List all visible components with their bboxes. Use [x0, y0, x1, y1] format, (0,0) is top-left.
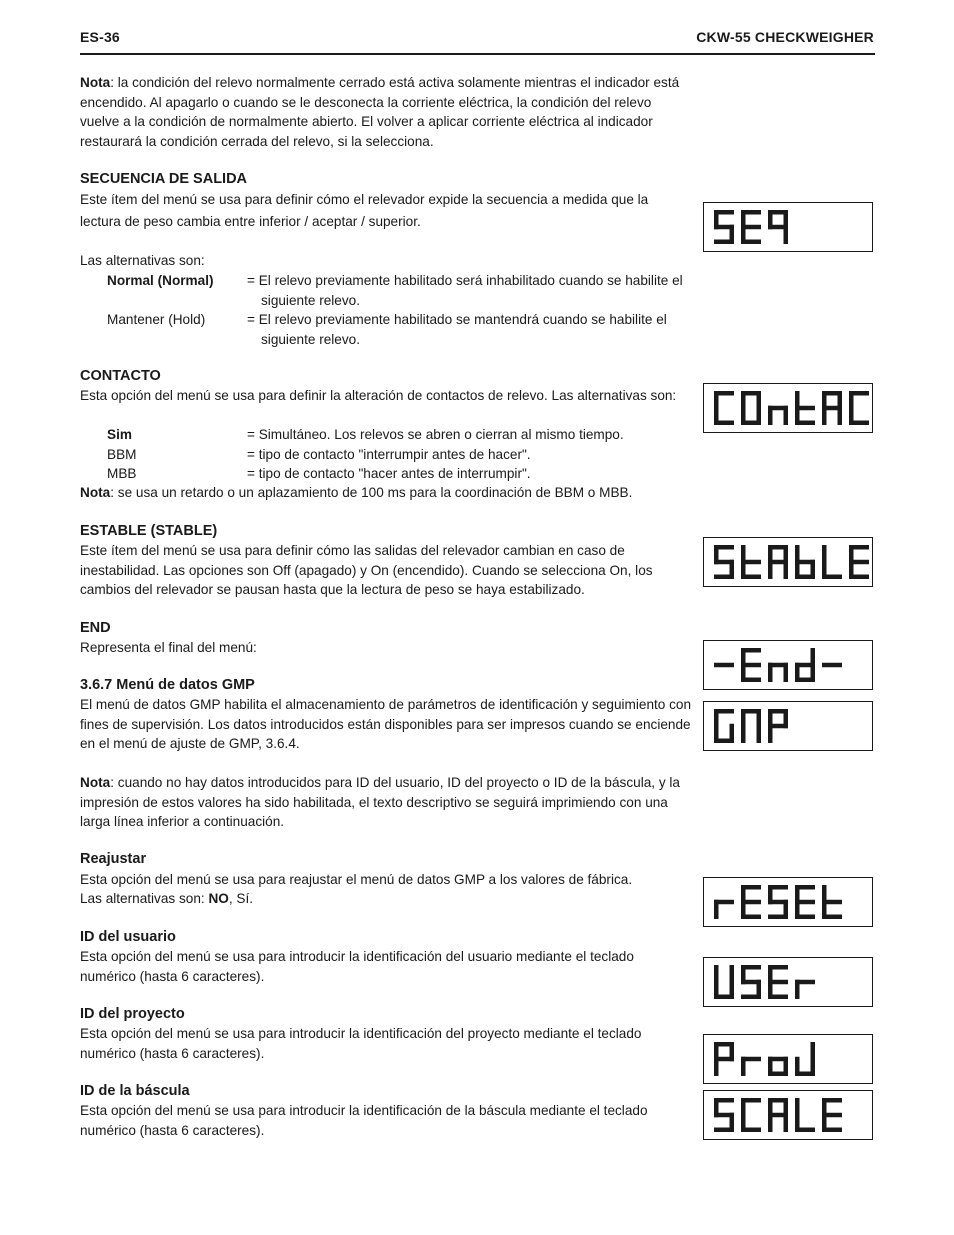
alternatives-prefix: Las alternativas son:: [80, 891, 209, 906]
reajustar-alternatives: [80, 889, 692, 909]
option-term: BBM: [107, 446, 137, 462]
lcd-display-reset: [703, 877, 873, 927]
bascula-body: Esta opción del menú se usa para introducir la identificación de la báscula mediante el teclado numérico (hasta 6 caracteres).: [80, 1103, 648, 1138]
contacto-options: [107, 425, 697, 484]
lcd-glyphs: [704, 641, 872, 689]
option-row: [107, 425, 697, 445]
option-row: [107, 445, 697, 465]
option-row: [107, 464, 697, 484]
heading-secuencia: SECUENCIA DE SALIDA: [80, 171, 248, 187]
end-body: Representa el final del menú:: [80, 640, 257, 655]
option-definition: = El relevo previamente habilitado será inhabilitado cuando se habilite el siguiente relevo.: [247, 273, 683, 308]
lcd-display-scale: [703, 1090, 873, 1140]
gmp-body: El menú de datos GMP habilita el almacenamiento de parámetros de identificación y seguimiento con fines de supervisión. Los datos introducidos están disponibles para ser impresos cuando se enciende en el menú de ajuste de GMP, 3.6.4.: [80, 697, 692, 751]
lcd-display-proj: [703, 1034, 873, 1084]
option-row: [107, 310, 697, 349]
usuario-body: Esta opción del menú se usa para introducir la identificación del usuario mediante el teclado numérico (hasta 6 caracteres).: [80, 949, 634, 984]
page-number: ES-36: [80, 29, 120, 45]
estable-body: Este ítem del menú se usa para definir cómo las salidas del relevador cambian en caso de inestabilidad. Las opciones son Off (apagado) y On (encendido). Cuando se selecciona On, los cambios del relevador se pausan hasta que la lectura de peso se haya estabilizado.: [80, 543, 653, 597]
heading-bascula: ID de la báscula: [80, 1083, 190, 1099]
lcd-glyphs: [704, 958, 872, 1006]
option-term: Normal (Normal): [107, 273, 214, 288]
note-text: : la condición del relevo normalmente cerrado está activa solamente mientras el indicador está encendido. Al apagarlo o cuando se le desconecta la corriente eléctrica, la condición del relevo vuelve a la condición de normalmente abierto. El volver a aplicar corriente eléctrica al indicador restaurará la condición cerrada del relevo, si la selecciona.: [80, 75, 680, 149]
proyecto-body: Esta opción del menú se usa para introducir la identificación del proyecto mediante el teclado numérico (hasta 6 caracteres).: [80, 1026, 642, 1061]
heading-end: END: [80, 620, 111, 636]
header-divider: [80, 53, 875, 55]
lcd-glyphs: [704, 1035, 872, 1083]
heading-gmp: 3.6.7 Menú de datos GMP: [80, 677, 255, 693]
note-label: Nota: [80, 775, 111, 790]
heading-reajustar: Reajustar: [80, 851, 147, 867]
heading-estable: ESTABLE (STABLE): [80, 523, 218, 539]
option-definition: = El relevo previamente habilitado se mantendrá cuando se habilite el siguiente relevo.: [247, 312, 667, 347]
contacto-note: [80, 483, 720, 503]
alternatives-suffix: , Sí.: [228, 891, 254, 906]
lcd-display-seq: [703, 202, 873, 252]
gmp-note: [80, 773, 692, 832]
reajustar-body: Esta opción del menú se usa para reajustar el menú de datos GMP a los valores de fábrica.: [80, 872, 633, 887]
option-term: Mantener (Hold): [107, 312, 206, 327]
lcd-glyphs: [704, 384, 872, 432]
lcd-glyphs: [704, 1091, 872, 1139]
option-definition: = tipo de contacto "interrumpir antes de hacer".: [247, 446, 531, 462]
heading-contacto: CONTACTO: [80, 368, 161, 384]
note-top: [80, 73, 692, 151]
option-term: Sim: [107, 427, 132, 442]
option-definition: = tipo de contacto "hacer antes de interrumpir".: [247, 466, 531, 481]
alternatives-default: NO: [208, 891, 229, 906]
note-label: Nota: [80, 485, 111, 500]
option-row: [107, 271, 697, 310]
lcd-glyphs: [704, 203, 872, 251]
lcd-display-stable: [703, 537, 873, 587]
heading-proyecto: ID del proyecto: [80, 1006, 185, 1022]
option-definition: = Simultáneo. Los relevos se abren o cierran al mismo tiempo.: [247, 427, 624, 442]
lcd-glyphs: [704, 702, 872, 750]
lcd-glyphs: [704, 878, 872, 926]
heading-usuario: ID del usuario: [80, 929, 176, 945]
lcd-display-user: [703, 957, 873, 1007]
contacto-body: Esta opción del menú se usa para definir la alteración de contactos de relevo. Las alternativas son:: [80, 388, 677, 403]
lcd-display-contac: [703, 383, 873, 433]
option-term: MBB: [107, 466, 137, 481]
document-title: CKW-55 CHECKWEIGHER: [696, 29, 874, 45]
lcd-display-gmp: [703, 701, 873, 751]
note-text: : cuando no hay datos introducidos para ID del usuario, ID del proyecto o ID de la báscula, y la impresión de estos valores ha sido habilitada, el texto descriptivo se seguirá imprimiendo con una larga línea inferior a continuación.: [80, 775, 680, 829]
note-text: : se usa un retardo o un aplazamiento de 100 ms para la coordinación de BBM o MBB.: [110, 485, 633, 500]
secuencia-options: [107, 271, 697, 349]
lcd-display-end: [703, 640, 873, 690]
note-label: Nota: [80, 75, 111, 90]
lcd-glyphs: [704, 538, 872, 586]
secuencia-body: Este ítem del menú se usa para definir cómo el relevador expide la secuencia a medida que la lectura de peso cambia entre inferior / aceptar / superior.: [80, 192, 649, 229]
secuencia-alternatives-intro: Las alternativas son:: [80, 253, 205, 268]
